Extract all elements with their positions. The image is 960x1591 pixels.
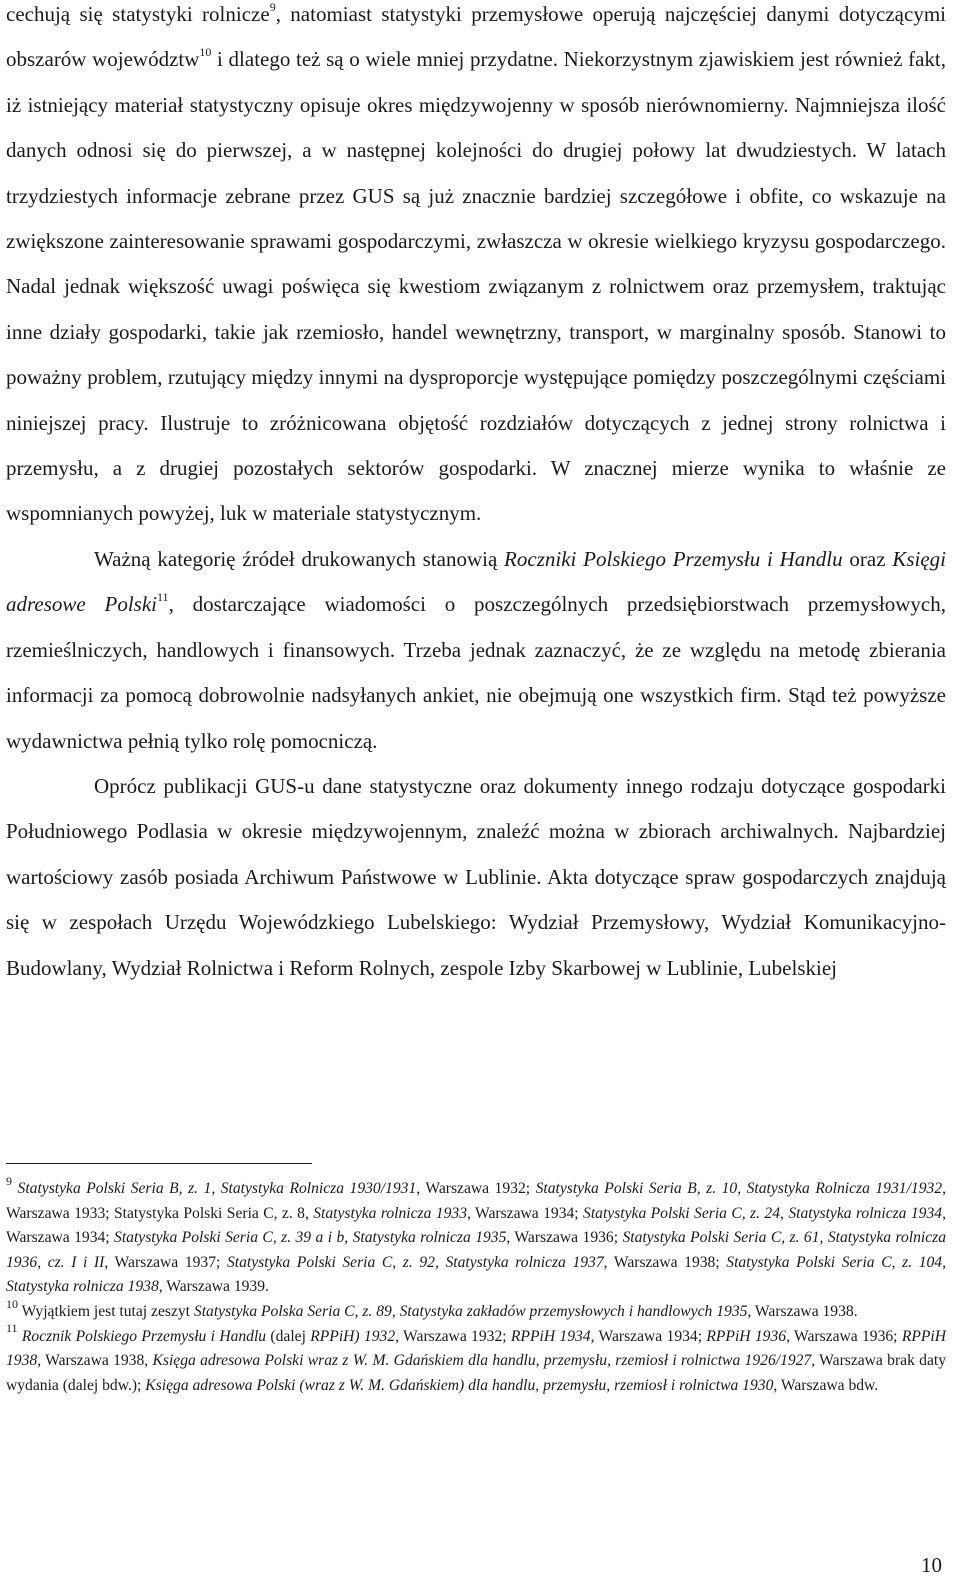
title-ksiegi: Księgi adresowe Polski (6, 546, 946, 617)
main-text (6, 0, 946, 991)
title-roczniki: Roczniki Polskiego Przemysłu i Handlu (504, 546, 843, 571)
footnote-11: $^{11}$ Rocznik Polskiego Przemysłu i Handlu (dalej RPPiH) 1932, Warszawa 1932; RPPiH 1934, Warszawa 1934; RPPiH 1936, Warszawa 1936; RPPiH 1938, Warszawa 1938, Księga adresowa Polski wraz z W. M. Gdańskiem dla handlu, przemysłu, rzemiosł i rolnictwa 1926/1927, Warszawa brak daty wydania (dalej bdw.); Księga adresowa Polski (wraz z W. M. Gdańskiem) dla handlu, przemysłu, rzemiosł i rolnictwa 1930, Warszawa bdw. (6, 1321, 947, 1394)
footnote-ref-10[interactable]: 10 (199, 45, 212, 60)
footnote-separator (6, 1163, 312, 1164)
footnotes (6, 1173, 947, 1398)
page-number: 10 (921, 1553, 942, 1577)
footnote-number: 11 (6, 1321, 18, 1336)
footnote-ref-11[interactable]: 11 (157, 590, 169, 605)
paragraph-3: Oprócz publikacji GUS-u dane statystyczne oraz dokumenty innego rodzaju dotyczące gospodarki Południowego Podlasia w okresie międzywojennym, znaleźć można w zbiorach archiwalnych. Najbardziej wartościowy zasób posiada Archiwum Państwowe w Lublinie. Akta dotyczące spraw gospodarczych znajdują się w zespołach Urzędu Wojewódzkiego Lubelskiego: Wydział Przemysłowy, Wydział Komunikacyjno-Budowlany, Wydział Rolnictwa i Reform Rolnych, zespole Izby Skarbowej w Lublinie, Lubelskiej (6, 773, 946, 980)
footnote-ref-9[interactable]: 9 (269, 0, 276, 14)
paragraph-2: Ważną kategorię źródeł drukowanych stanowią Roczniki Polskiego Przemysłu i Handlu oraz Księgi adresowe Polski$^{11}$, dostarczające wiadomości o poszczególnych przedsiębiorstwach przemysłowych, rzemieślniczych, handlowych i finansowych. Trzeba jednak zaznaczyć, że ze względu na metodę zbierania informacji za pomocą dobrowolnie nadsyłanych ankiet, nie obejmują one wszystkich firm. Stąd też powyższe wydawnictwa pełnią tylko rolę pomocniczą. (6, 546, 946, 753)
footnote-number: 10 (6, 1296, 18, 1311)
footnote-9: $^9$ Statystyka Polski Seria B, z. 1, Statystyka Rolnicza 1930/1931, Warszawa 1932; Statystyka Polski Seria B, z. 10, Statystyka Rolnicza 1931/1932, Warszawa 1933; Statystyka Polski Seria C, z. 8, Statystyka rolnicza 1933, Warszawa 1934; Statystyka Polski Seria C, z. 24, Statystyka rolnicza 1934, Warszawa 1934; Statystyka Polski Seria C, z. 39 a i b, Statystyka rolnicza 1935, Warszawa 1936; Statystyka Polski Seria C, z. 61, Statystyka rolnicza 1936, cz. I i II, Warszawa 1937; Statystyka Polski Seria C, z. 92, Statystyka rolnicza 1937, Warszawa 1938; Statystyka Polski Seria C, z. 104, Statystyka rolnicza 1938, Warszawa 1939. (6, 1173, 947, 1296)
paragraph-1: cechują się statystyki rolnicze$^9$, natomiast statystyki przemysłowe operują najczęściej danymi dotyczącymi obszarów województw$^{10}$ i dlatego też są o wiele mniej przydatne. Niekorzystnym zjawiskiem jest również fakt, iż istniejący materiał statystyczny opisuje okres międzywojenny w sposób nierównomierny. Najmniejsza ilość danych odnosi się do pierwszej, a w następnej kolejności do drugiej połowy lat dwudziestych. W latach trzydziestych informacje zebrane przez GUS są już znacznie bardziej szczegółowe i obfite, co wskazuje na zwiększone zainteresowanie sprawami gospodarczymi, zwłaszcza w okresie wielkiego kryzysu gospodarczego. Nadal jednak większość uwagi poświęca się kwestiom związanym z rolnictwem oraz przemysłem, traktując inne działy gospodarki, takie jak rzemiosło, handel wewnętrzny, transport, w marginalny sposób. Stanowi to poważny problem, rzutujący między innymi na dysproporcje występujące pomiędzy poszczególnymi częściami niniejszej pracy. Ilustruje to zróżnicowana objętość rozdziałów dotyczących z jednej strony rolnictwa i przemysłu, a z drugiej pozostałych sektorów gospodarki. W znacznej mierze wynika to właśnie ze wspomnianych powyżej, luk w materiale statystycznym. (6, 0, 946, 526)
footnote-number: 9 (6, 1173, 12, 1188)
footnote-10: $^{10}$ Wyjątkiem jest tutaj zeszyt Statystyka Polska Seria C, z. 89, Statystyka zakładów przemysłowych i handlowych 1935, Warszawa 1938. (6, 1296, 858, 1320)
